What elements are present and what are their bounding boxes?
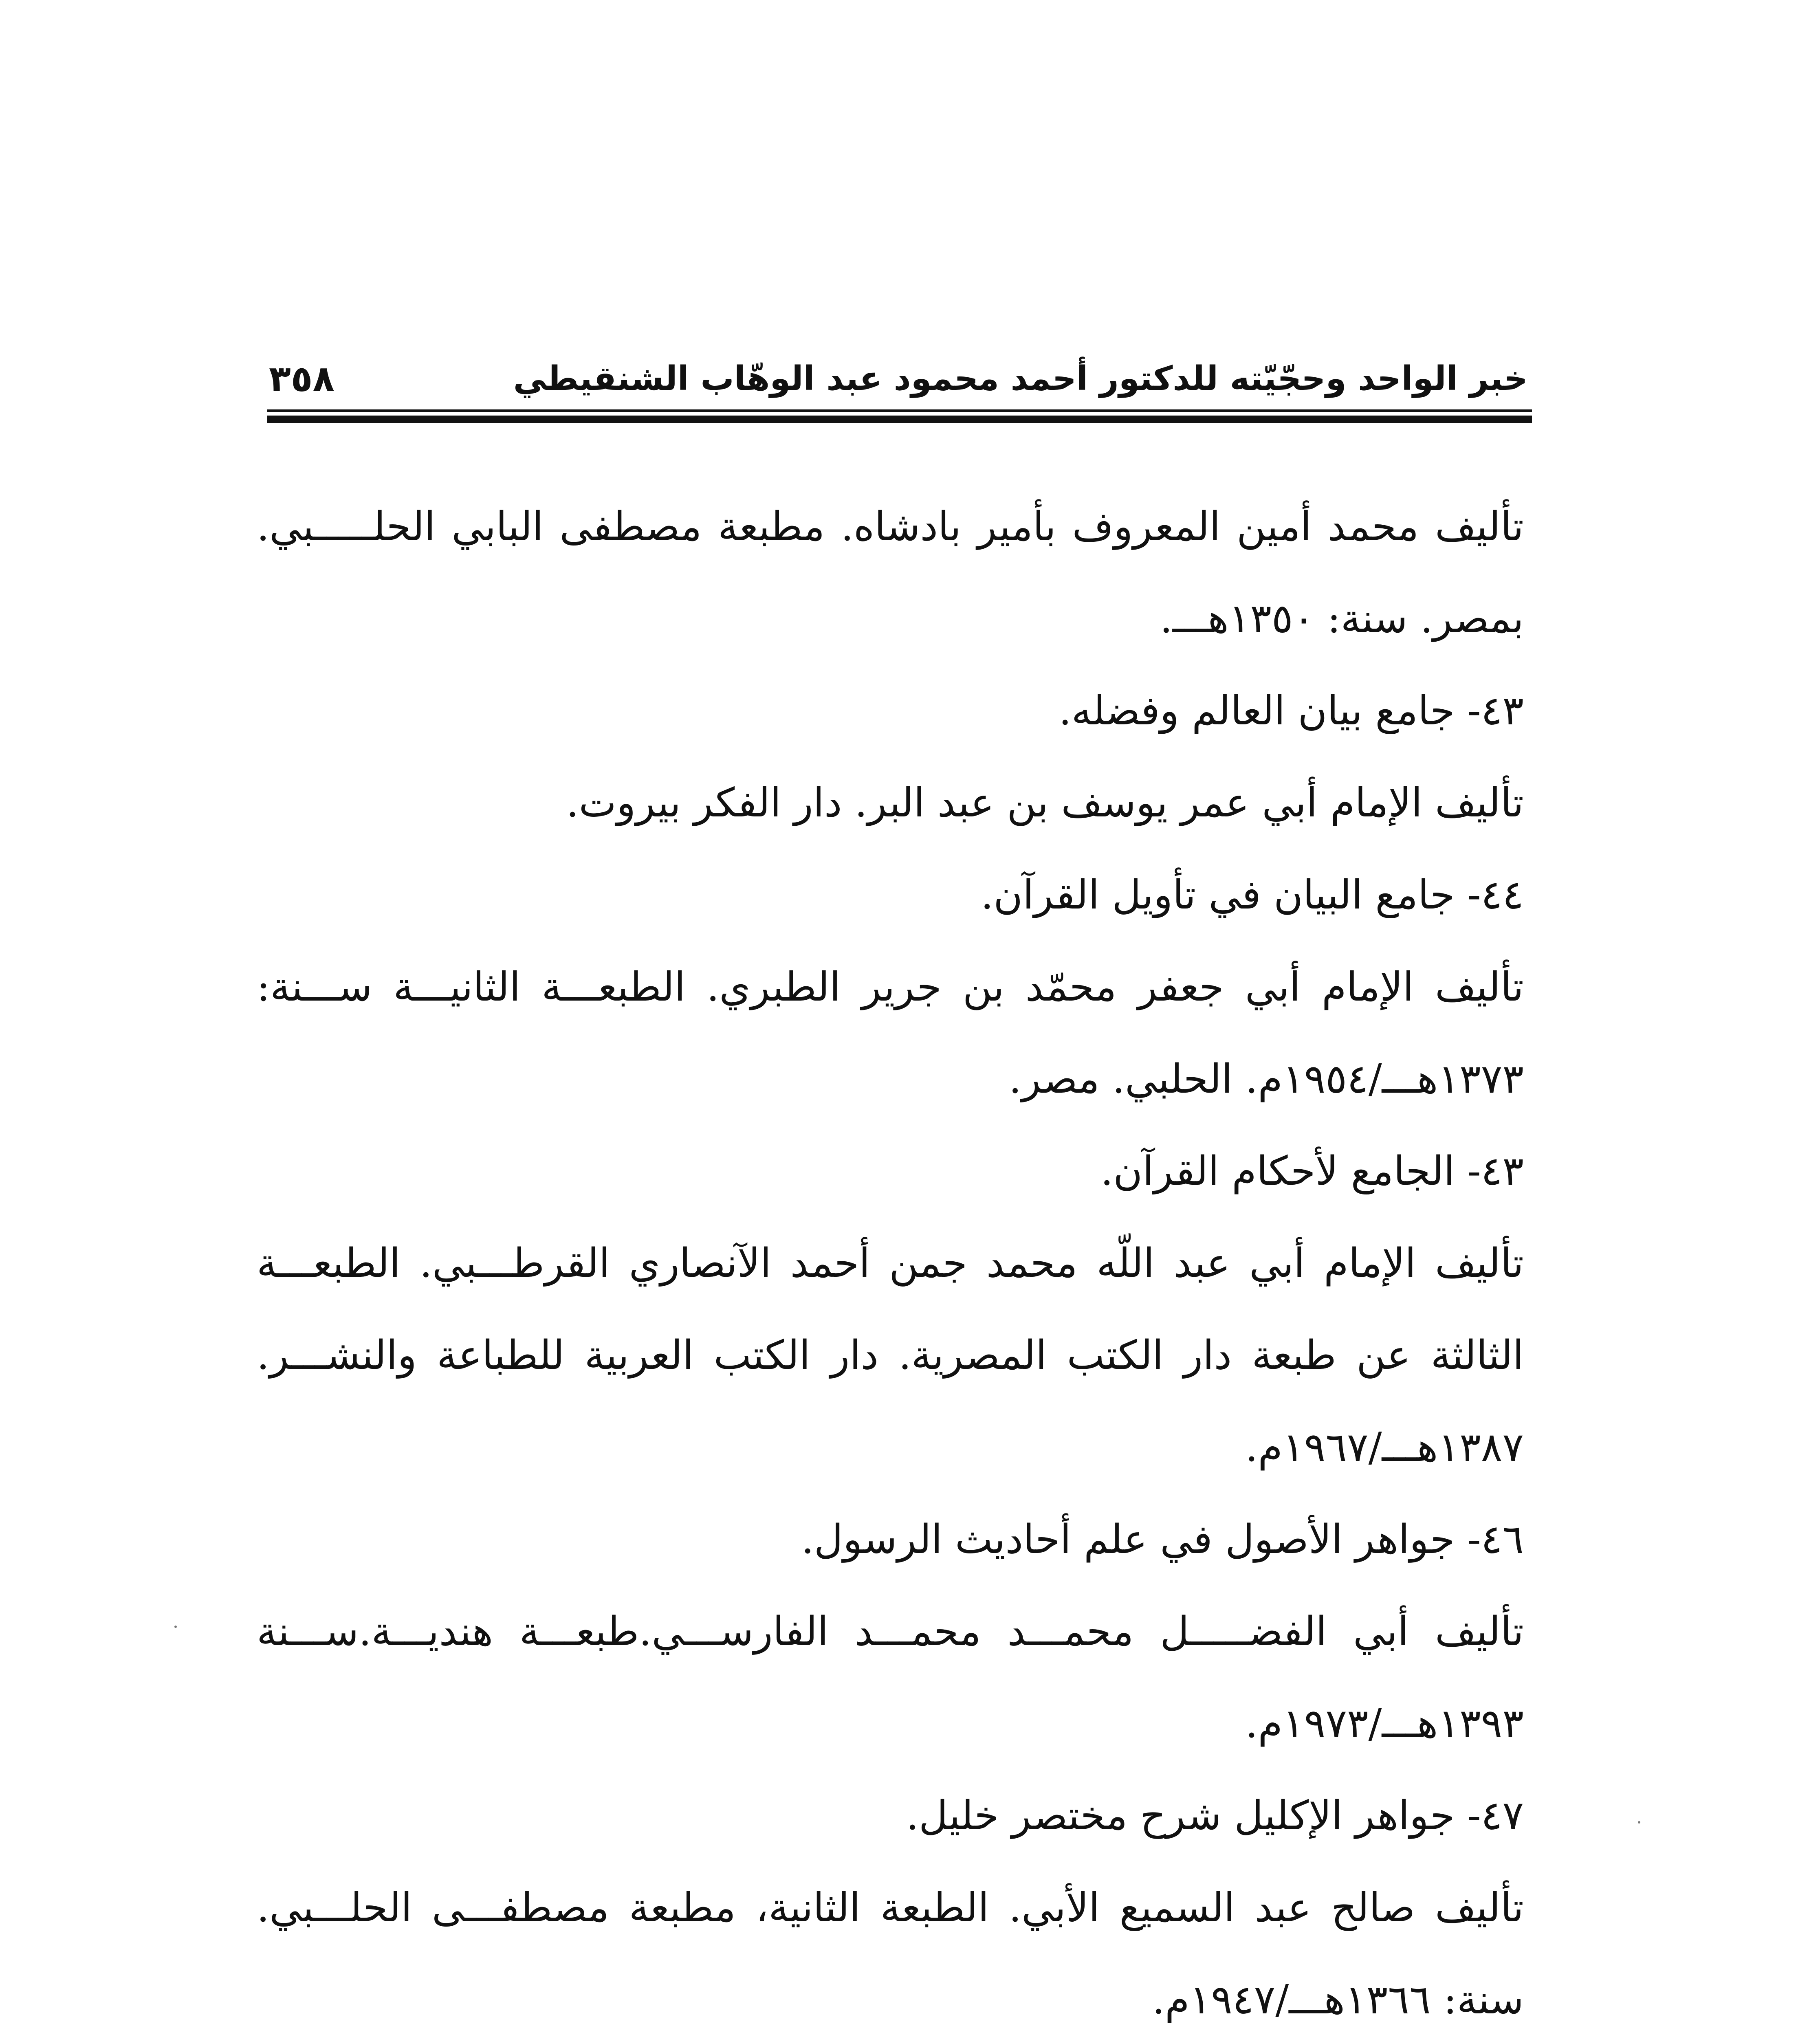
entry-heading: ٤٣- جامع بيان العالم وفضله. — [1059, 688, 1524, 734]
running-header — [261, 359, 1528, 407]
body-line: تأليف الإمام أبي عمر يوسف بن عبد البر. دار الفكر بيروت. — [566, 780, 1524, 826]
body-line: ١٣٧٣هـــ/١٩٥٤م. الحلبي. مصر. — [1009, 1056, 1524, 1102]
header-rule-thin — [267, 409, 1532, 412]
body-line: ١٣٨٧هـــ/١٩٦٧م. — [1245, 1424, 1524, 1471]
body-line: تأليف أبي الفضـــــل محمـــد محمـــد الفارســـي.طبعـــة هنديـــة.ســـنة — [257, 1608, 1524, 1655]
entry-heading: ٤٧- جواهر الإكليل شرح مختصر خليل. — [906, 1793, 1524, 1839]
scan-speck — [174, 1626, 177, 1628]
body-line: تأليف الإمام أبي عبد اللّه محمد جمن أحمد الآنصاري القرطـــبي. الطبعـــة — [257, 1240, 1524, 1287]
body-line: تأليف صالح عبد السميع الأبي. الطبعة الثانية، مطبعة مصطفـــى الحلـــبي. — [257, 1885, 1524, 1931]
entry-heading: ٤٤- جامع البيان في تأويل القرآن. — [981, 872, 1524, 918]
body-line: الثالثة عن طبعة دار الكتب المصرية. دار الكتب العربية للطباعة والنشـــر. — [257, 1332, 1524, 1379]
entry-heading: ٤٦- جواهر الأصول في علم أحاديث الرسول. — [801, 1516, 1524, 1563]
body-line: ١٣٩٣هـــ/١٩٧٣م. — [1245, 1700, 1524, 1747]
body-line: بمصر. سنة: ١٣٥٠هـــ. — [1160, 596, 1524, 642]
entry-heading: ٤٣- الجامع لأحكام القرآن. — [1100, 1148, 1524, 1194]
body-line: تأليف الإمام أبي جعفر محمّد بن جرير الطبري. الطبعـــة الثانيـــة ســـنة: — [257, 964, 1524, 1010]
page-number: ٣٥٨ — [269, 358, 335, 400]
page-body — [257, 481, 1524, 2037]
header-rule-thick — [267, 416, 1532, 423]
body-line: تأليف محمد أمين المعروف بأمير بادشاه. مطبعة مصطفى البابي الحلـــــبي. — [257, 504, 1524, 550]
scan-speck — [1638, 1821, 1640, 1824]
header-title: خبر الواحد وحجّيّته للدكتور أحمد محمود عبد الوهّاب الشنقيطي — [513, 359, 1528, 398]
body-line: سنة: ١٣٦٦هـــ/١٩٤٧م. — [1152, 1977, 1524, 2023]
